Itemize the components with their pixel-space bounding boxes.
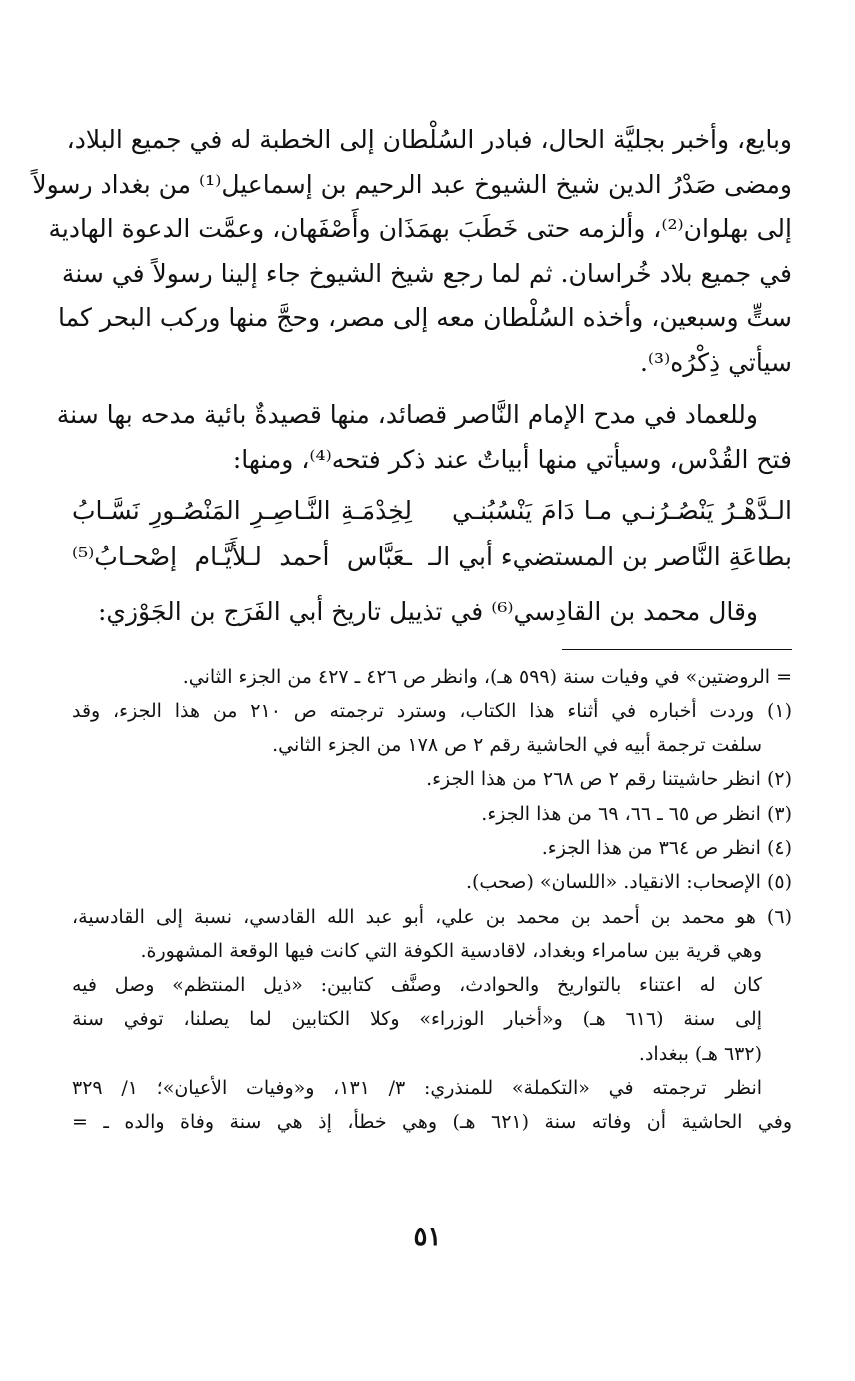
text-line: ستٍّ وسبعين، وأخذه السُلْطان معه إلى مصر، وحجَّ منها وركب البحر كما	[57, 303, 792, 332]
footnotes	[72, 660, 792, 1140]
footnote-6-cont: وهي قرية بين سامراء وبغداد، لاقادسية الكوفة التي كانت فيها الوقعة المشهورة.	[140, 939, 762, 962]
footnote-3: (٣) انظر ص ٦٥ ـ ٦٦، ٦٩ من هذا الجزء.	[481, 802, 792, 825]
text-line: ومضى صَدْرُ الدين شيخ الشيوخ عبد الرحيم بن إسماعيل⁽¹⁾ من بغداد رسولاً	[32, 169, 792, 199]
footnote-1-cont: سلفت ترجمة أبيه في الحاشية رقم ٢ ص ١٧٨ من الجزء الثاني.	[272, 734, 762, 757]
footnote-6-cont: كان له اعتناء بالتواريخ والحوادث، وصنَّف كتابين: «ذيل المنتظم» وصل فيه	[72, 974, 762, 997]
text-line: وقال محمد بن القادِسي⁽⁶⁾ في تذييل تاريخ أبي الفَرَج بن الجَوْزي:	[97, 597, 758, 626]
footnote-2: (٢) انظر حاشيتنا رقم ٢ ص ٢٦٨ من هذا الجزء.	[426, 768, 792, 791]
poem-verse	[72, 488, 792, 534]
footnote-6-cont: انظر ترجمته في «التكملة» للمنذري: ٣/ ١٣١، و«وفيات الأعيان»؛ ١/ ٣٢٩	[72, 1077, 763, 1100]
footnote-6-cont: (٦٣٢ هـ) ببغداد.	[638, 1042, 762, 1065]
text-line: وبايع، وأخبر بجليَّة الحال، فبادر السُلْطان إلى الخطبة له في جميع البلاد،	[66, 125, 792, 154]
poem-hemistich-second: لِخِدْمَـةِ النَّـاصِـرِ المَنْصُـورِ نَسَّـابُ	[72, 496, 412, 525]
footnote-1: (١) وردت أخباره في أثناء هذا الكتاب، وسترد ترجمته ص ٢١٠ من هذا الجزء، وقد	[72, 699, 792, 722]
footnote-separator	[562, 649, 792, 650]
paragraph-3	[72, 590, 792, 635]
footnote-6: (٦) هو محمد بن أحمد بن محمد بن علي، أبو عبد الله القادسي، نسبة إلى القادسية،	[72, 905, 792, 928]
poem	[72, 488, 792, 580]
page-content	[32, 118, 792, 1140]
poem-hemistich-first: بطاعَةِ النَّاصر بن المستضيء أبي الـ	[428, 542, 792, 571]
paragraph-1	[32, 118, 792, 385]
footnote-5: (٥) الإصحاب: الانقياد. «اللسان» (صحب).	[465, 871, 792, 894]
footnote-6-cont: وفي الحاشية أن وفاته سنة (٦٢١ هـ) وهي خطأ، إذ هي سنة وفاة والده ـ =	[72, 1111, 792, 1134]
paragraph-2	[56, 393, 792, 482]
footnote-separator-wrap	[72, 635, 792, 660]
footnote-6-cont: إلى سنة (٦١٦ هـ) و«أخبار الوزراء» وكلا الكتابين لما يصلنا، توفي سنة	[72, 1008, 762, 1031]
text-line: في جميع بلاد خُراسان. ثم لما رجع شيخ الشيوخ جاء إلينا رسولاً في سنة	[61, 258, 792, 288]
text-line: سيأتي ذِكْرُه⁽³⁾.	[639, 347, 792, 377]
poem-hemistich-first: الـدَّهْـرُ يَنْصُـرُنـي مـا دَامَ يَنْسُبُنـي	[452, 496, 792, 525]
footnote-continuation: = الروضتين» في وفيات سنة (٥٩٩ هـ)، وانظر ص ٤٢٦ ـ ٤٢٧ من الجزء الثاني.	[182, 665, 792, 688]
poem-verse	[72, 534, 792, 580]
footnote-4: (٤) انظر ص ٣٦٤ من هذا الجزء.	[541, 836, 792, 859]
poem-hemistich-second: ـعَبَّاس أحمد لـلأَيَّـام إصْحـابُ⁽⁵⁾	[72, 542, 412, 571]
text-line: إلى بهلوان⁽²⁾، وألزمه حتى خَطَبَ بهمَذَان وأَصْفَهان، وعمَّت الدعوة الهادية	[48, 214, 792, 243]
text-line: فتح القُدْس، وسيأتي منها أبياتٌ عند ذكر فتحه⁽⁴⁾، ومنها:	[232, 444, 792, 474]
text-line: وللعماد في مدح الإمام النَّاصر قصائد، منها قصيدةٌ بائية مدحه بها سنة	[56, 400, 758, 429]
page-number: ٥١	[413, 1222, 442, 1252]
